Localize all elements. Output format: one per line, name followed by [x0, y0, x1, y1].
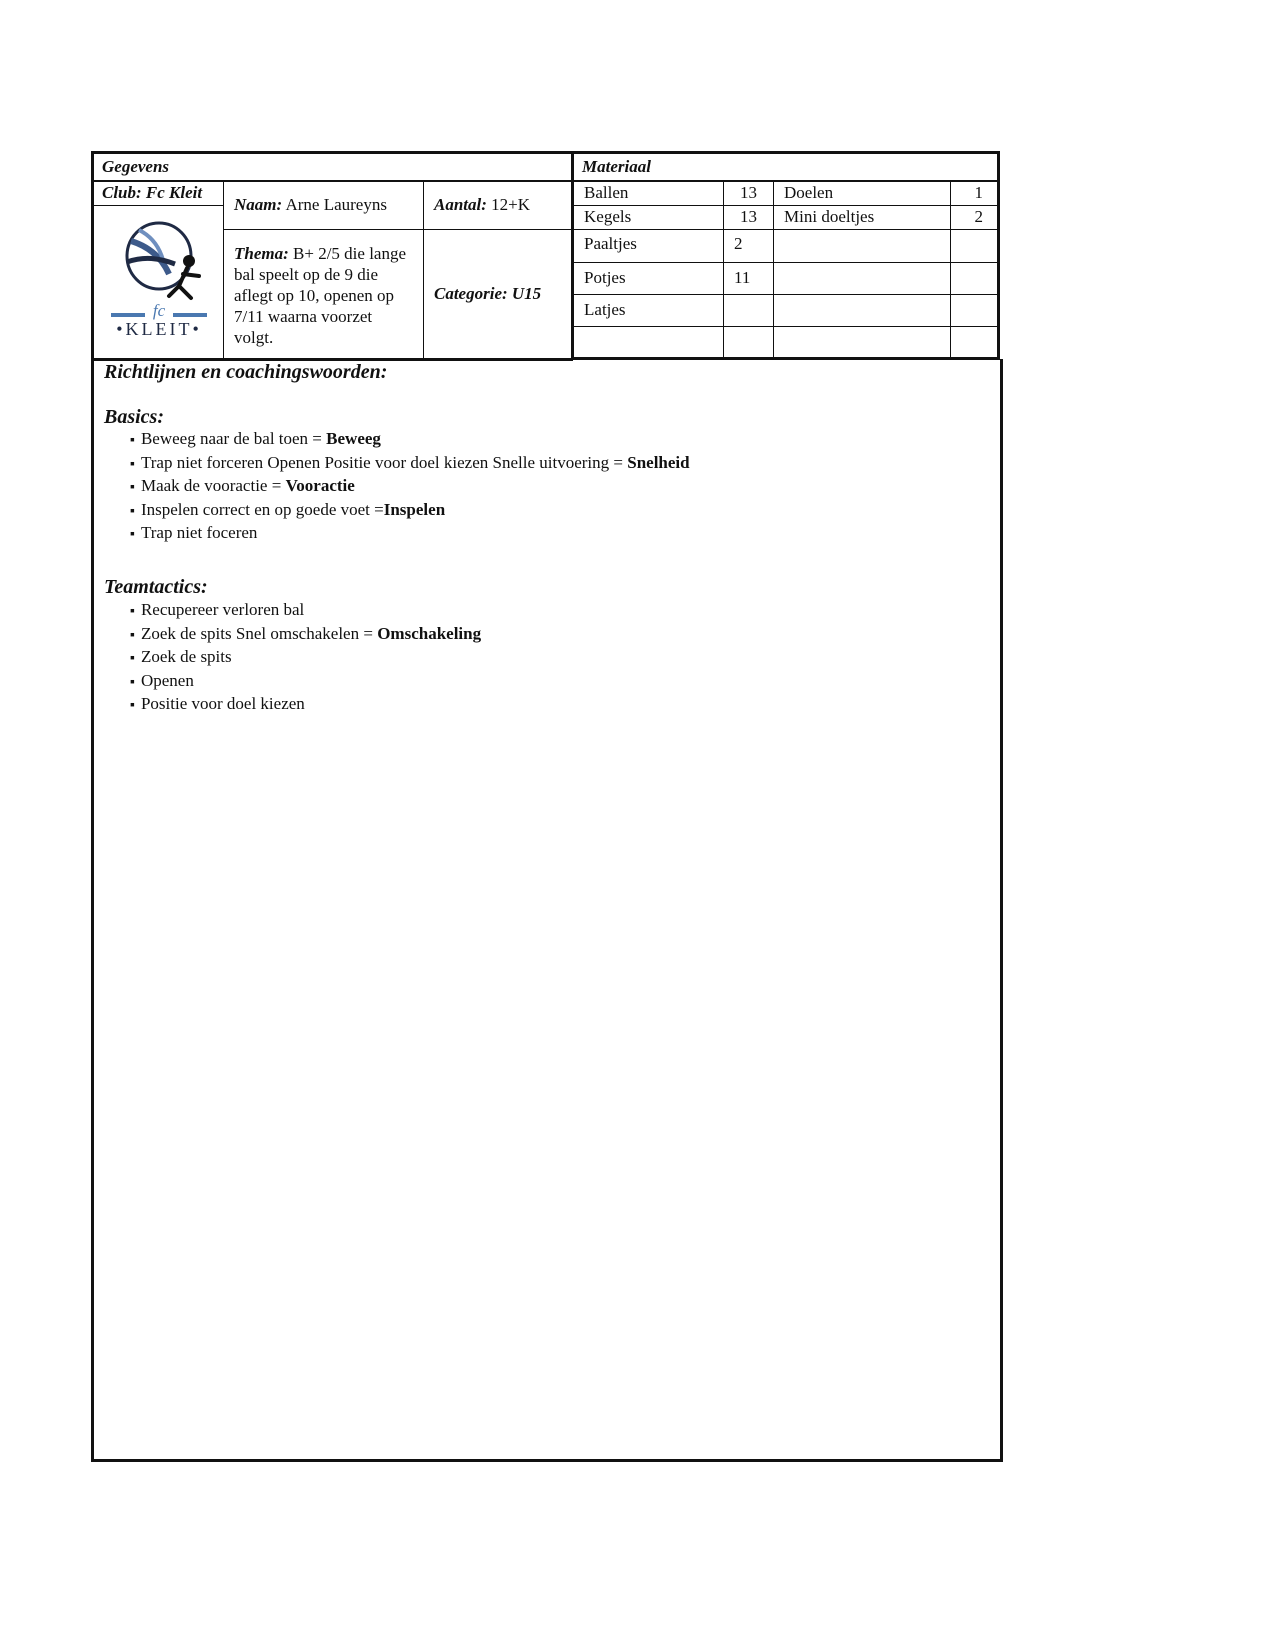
list-item: ▪ Positie voor doel kiezen — [144, 693, 481, 717]
club-logo-cell — [93, 205, 224, 360]
thema-cell — [224, 229, 424, 360]
materiaal-item — [774, 229, 951, 262]
list-item: ▪ Beweeg naar de bal toen = Beweeg — [144, 428, 690, 452]
materiaal-qty: 11 — [724, 262, 774, 294]
materiaal-qty — [951, 262, 999, 294]
club-label: Club: Fc Kleit — [93, 181, 224, 205]
naam-label: Naam: — [234, 195, 283, 215]
materiaal-qty — [951, 294, 999, 326]
materiaal-item: Potjes — [573, 262, 724, 294]
materiaal-item — [774, 294, 951, 326]
thema-value: B+ 2/5 die lange bal speelt op de 9 die aflegt op 10, openen op 7/11 waarna voorzet volgt. — [234, 244, 407, 348]
categorie-label: Categorie: U15 — [434, 283, 542, 303]
materiaal-qty: 2 — [951, 205, 999, 229]
materiaal-qty: 13 — [724, 181, 774, 205]
list-item: ▪ Zoek de spits — [144, 646, 481, 670]
materiaal-item: Doelen — [774, 181, 951, 205]
materiaal-header: Materiaal — [573, 153, 999, 182]
materiaal-qty — [951, 229, 999, 262]
naam-cell — [224, 181, 424, 229]
list-item: ▪ Recupereer verloren bal — [144, 599, 481, 623]
list-item: ▪ Maak de vooractie = Vooractie — [144, 475, 690, 499]
list-item: ▪ Zoek de spits Snel omschakelen = Omschakeling — [144, 623, 481, 647]
gegevens-header: Gegevens — [93, 153, 573, 182]
basics-title: Basics: — [104, 406, 164, 428]
materiaal-item — [573, 326, 724, 358]
aantal-value: 12+K — [491, 195, 531, 215]
list-item: ▪ Openen — [144, 670, 481, 694]
materiaal-qty: 2 — [724, 229, 774, 262]
materiaal-qty — [724, 294, 774, 326]
info-table — [91, 151, 1003, 361]
list-item: ▪ Inspelen correct en op goede voet =Inspelen — [144, 499, 690, 523]
list-item: ▪ Trap niet forceren Openen Positie voor doel kiezen Snelle uitvoering = Snelheid — [144, 452, 690, 476]
materiaal-item: Latjes — [573, 294, 724, 326]
list-item: ▪ Trap niet foceren — [144, 522, 690, 546]
materiaal-item: Mini doeltjes — [774, 205, 951, 229]
materiaal-item: Paaltjes — [573, 229, 724, 262]
materiaal-item — [774, 262, 951, 294]
materiaal-qty — [724, 326, 774, 358]
richtlijnen-title: Richtlijnen en coachingswoorden: — [104, 361, 388, 383]
logo-kleit-text: •KLEIT• — [115, 319, 202, 340]
naam-value: Arne Laureyns — [285, 195, 387, 215]
thema-label: Thema: — [234, 244, 289, 264]
materiaal-qty: 1 — [951, 181, 999, 205]
teamtactics-list — [140, 599, 482, 717]
aantal-cell — [424, 181, 573, 229]
richtlijnen-section — [91, 359, 1003, 1462]
training-sheet — [91, 151, 1003, 1462]
materiaal-qty: 13 — [724, 205, 774, 229]
categorie-cell — [424, 229, 573, 360]
materiaal-item: Kegels — [573, 205, 724, 229]
materiaal-qty — [951, 326, 999, 358]
basics-list — [140, 428, 690, 546]
logo-fc-text: fc — [152, 301, 165, 321]
materiaal-item: Ballen — [573, 181, 724, 205]
teamtactics-title: Teamtactics: — [104, 576, 208, 598]
fc-kleit-logo — [99, 216, 219, 342]
materiaal-item — [774, 326, 951, 358]
aantal-label: Aantal: — [434, 195, 487, 215]
